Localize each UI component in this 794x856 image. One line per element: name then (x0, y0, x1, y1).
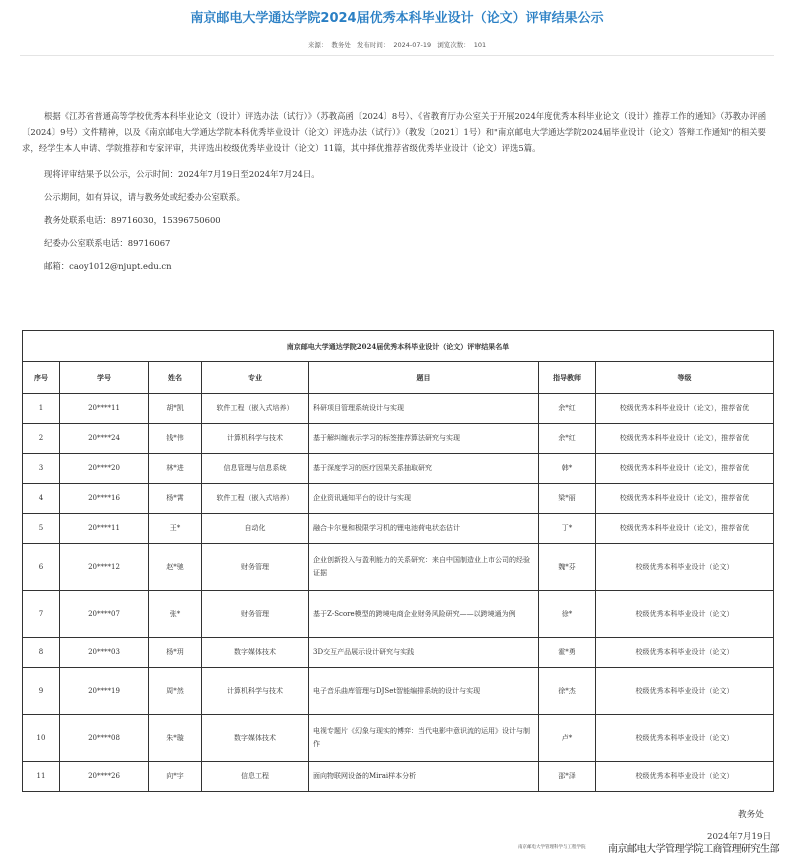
header-name: 姓名 (149, 362, 202, 394)
cell-major: 财务管理 (202, 591, 309, 638)
cell-grade: 校级优秀本科毕业设计（论文） (596, 715, 774, 762)
header-major: 专业 (202, 362, 309, 394)
table-row (23, 638, 774, 668)
cell-name: 林*进 (149, 454, 202, 484)
cell-name: 赵*驰 (149, 544, 202, 591)
cell-advisor: 梁*丽 (539, 484, 596, 514)
body-paragraph-1: 根据《江苏省普通高等学校优秀本科毕业论文（设计）评选办法（试行）》（苏教高函〔2024〕8号）、《省教育厅办公室关于开展2024年度优秀本科毕业论文（设计）推荐工作的通知》（苏教办评函〔2024〕9号）文件精神，以及《南京邮电大学通达学院本科优秀毕业设计（论文）评选办法（试行）》（教发〔2021〕1号）和"南京邮电大学通达学院2024届毕业设计（论文）答辩工作通知"的相关要求，经学生本人申请、学院推荐和专家评审，共评选出校级优秀毕业设计（论文）11篇，其中择优推荐省级优秀毕业设计（论文）评选5篇。 (22, 111, 767, 154)
cell-topic: 企业创新投入与盈利能力的关系研究：来自中国制造业上市公司的经验证据 (309, 544, 539, 591)
page-title: 南京邮电大学通达学院2024届优秀本科毕业设计（论文）评审结果公示 (190, 11, 604, 26)
body-line-academic-phone: 教务处联系电话：89716030，15396750600 (44, 214, 221, 225)
table-row (23, 514, 774, 544)
cell-student-id: 20****24 (60, 424, 149, 454)
body-line-email: 邮箱：caoy1012@njupt.edu.cn (44, 260, 172, 271)
cell-grade: 校级优秀本科毕业设计（论文），推荐省优 (596, 514, 774, 544)
cell-advisor: 魏*芬 (539, 544, 596, 591)
cell-index: 4 (23, 484, 60, 514)
cell-major: 数字媒体技术 (202, 715, 309, 762)
table-row (23, 424, 774, 454)
cell-student-id: 20****26 (60, 762, 149, 792)
cell-index: 11 (23, 762, 60, 792)
cell-grade: 校级优秀本科毕业设计（论文） (596, 591, 774, 638)
views-label: 浏览次数： (437, 41, 470, 49)
cell-index: 3 (23, 454, 60, 484)
cell-topic: 电视专题片《幻象与现实的博弈：当代电影中意识流的运用》设计与制作 (309, 715, 539, 762)
cell-major: 自动化 (202, 514, 309, 544)
cell-major: 财务管理 (202, 544, 309, 591)
table-row (23, 591, 774, 638)
cell-grade: 校级优秀本科毕业设计（论文） (596, 668, 774, 715)
header-index: 序号 (23, 362, 60, 394)
cell-grade: 校级优秀本科毕业设计（论文），推荐省优 (596, 424, 774, 454)
cell-topic: 企业资讯通知平台的设计与实现 (309, 484, 539, 514)
results-table (22, 330, 774, 792)
cell-index: 6 (23, 544, 60, 591)
header-divider (20, 55, 774, 56)
cell-advisor: 韩* (539, 454, 596, 484)
cell-advisor: 丁* (539, 514, 596, 544)
table-row (23, 454, 774, 484)
cell-topic: 电子音乐曲库管理与DJSet智能编排系统的设计与实现 (309, 668, 539, 715)
cell-student-id: 20****08 (60, 715, 149, 762)
cell-student-id: 20****03 (60, 638, 149, 668)
views-value: 101 (473, 41, 487, 49)
cell-index: 5 (23, 514, 60, 544)
cell-advisor: 霍*勇 (539, 638, 596, 668)
footer-small-text: 南京邮电大学管理科学与工程学院 (518, 845, 586, 850)
cell-name: 张* (149, 591, 202, 638)
header-student-id: 学号 (60, 362, 149, 394)
cell-index: 1 (23, 394, 60, 424)
table-row (23, 394, 774, 424)
cell-name: 胡*凯 (149, 394, 202, 424)
source-label: 来源： (307, 41, 328, 49)
cell-index: 10 (23, 715, 60, 762)
signature-office: 教务处 (738, 810, 764, 820)
cell-advisor: 徐*杰 (539, 668, 596, 715)
cell-major: 软件工程（嵌入式培养） (202, 484, 309, 514)
cell-grade: 校级优秀本科毕业设计（论文），推荐省优 (596, 484, 774, 514)
cell-index: 7 (23, 591, 60, 638)
table-row (23, 484, 774, 514)
cell-topic: 3D交互产品展示设计研究与实践 (309, 638, 539, 668)
cell-topic: 基于解纠缠表示学习的标签推荐算法研究与实现 (309, 424, 539, 454)
table-header-row (23, 362, 774, 394)
cell-topic: 融合卡尔曼和极限学习机的锂电池荷电状态估计 (309, 514, 539, 544)
cell-major: 计算机科学与技术 (202, 668, 309, 715)
cell-index: 9 (23, 668, 60, 715)
body-line-discipline-phone: 纪委办公室联系电话：89716067 (44, 237, 171, 248)
cell-name: 周*然 (149, 668, 202, 715)
cell-student-id: 20****20 (60, 454, 149, 484)
cell-advisor: 卢* (539, 715, 596, 762)
cell-advisor: 徐* (539, 591, 596, 638)
cell-grade: 校级优秀本科毕业设计（论文） (596, 762, 774, 792)
cell-advisor: 余*红 (539, 424, 596, 454)
header-advisor: 指导教师 (539, 362, 596, 394)
cell-index: 8 (23, 638, 60, 668)
cell-student-id: 20****16 (60, 484, 149, 514)
table-row (23, 762, 774, 792)
table-row (23, 668, 774, 715)
cell-name: 向*宇 (149, 762, 202, 792)
cell-index: 2 (23, 424, 60, 454)
cell-student-id: 20****11 (60, 514, 149, 544)
cell-name: 王* (149, 514, 202, 544)
body-line-publicity-period: 现将评审结果予以公示，公示时间：2024年7月19日至2024年7月24日。 (44, 168, 320, 179)
cell-major: 计算机科学与技术 (202, 424, 309, 454)
cell-grade: 校级优秀本科毕业设计（论文） (596, 638, 774, 668)
date-label: 发布时间： (356, 41, 390, 49)
cell-student-id: 20****12 (60, 544, 149, 591)
cell-name: 朱*璇 (149, 715, 202, 762)
cell-major: 信息管理与信息系统 (202, 454, 309, 484)
table-caption: 南京邮电大学通达学院2024届优秀本科毕业设计（论文）评审结果名单 (23, 331, 774, 362)
cell-student-id: 20****19 (60, 668, 149, 715)
header-grade: 等级 (596, 362, 774, 394)
body-line-objection: 公示期间，如有异议，请与教务处或纪委办公室联系。 (44, 191, 245, 202)
cell-major: 信息工程 (202, 762, 309, 792)
cell-grade: 校级优秀本科毕业设计（论文） (596, 544, 774, 591)
date-value: 2024-07-19 (393, 41, 432, 49)
table-row (23, 544, 774, 591)
cell-topic: 面向物联网设备的Mirai样本分析 (309, 762, 539, 792)
cell-topic: 科研项目管理系统设计与实现 (309, 394, 539, 424)
cell-major: 软件工程（嵌入式培养） (202, 394, 309, 424)
cell-name: 钱*伟 (149, 424, 202, 454)
cell-grade: 校级优秀本科毕业设计（论文），推荐省优 (596, 454, 774, 484)
header-topic: 题目 (309, 362, 539, 394)
article-meta (0, 40, 794, 50)
cell-name: 杨*玥 (149, 638, 202, 668)
cell-grade: 校级优秀本科毕业设计（论文），推荐省优 (596, 394, 774, 424)
cell-advisor: 余*红 (539, 394, 596, 424)
source-value: 教务处 (331, 41, 351, 49)
cell-major: 数字媒体技术 (202, 638, 309, 668)
table-row (23, 715, 774, 762)
cell-student-id: 20****07 (60, 591, 149, 638)
cell-topic: 基于深度学习的医疗因果关系抽取研究 (309, 454, 539, 484)
article-body (22, 108, 772, 278)
cell-topic: 基于Z-Score模型的跨境电商企业财务风险研究——以跨境通为例 (309, 591, 539, 638)
cell-student-id: 20****11 (60, 394, 149, 424)
footer-overlay-text: 南京邮电大学管理学院工商管理研究生部 (608, 844, 779, 855)
cell-name: 杨*霄 (149, 484, 202, 514)
cell-advisor: 邵*泽 (539, 762, 596, 792)
signature-date: 2024年7月19日 (707, 832, 772, 842)
